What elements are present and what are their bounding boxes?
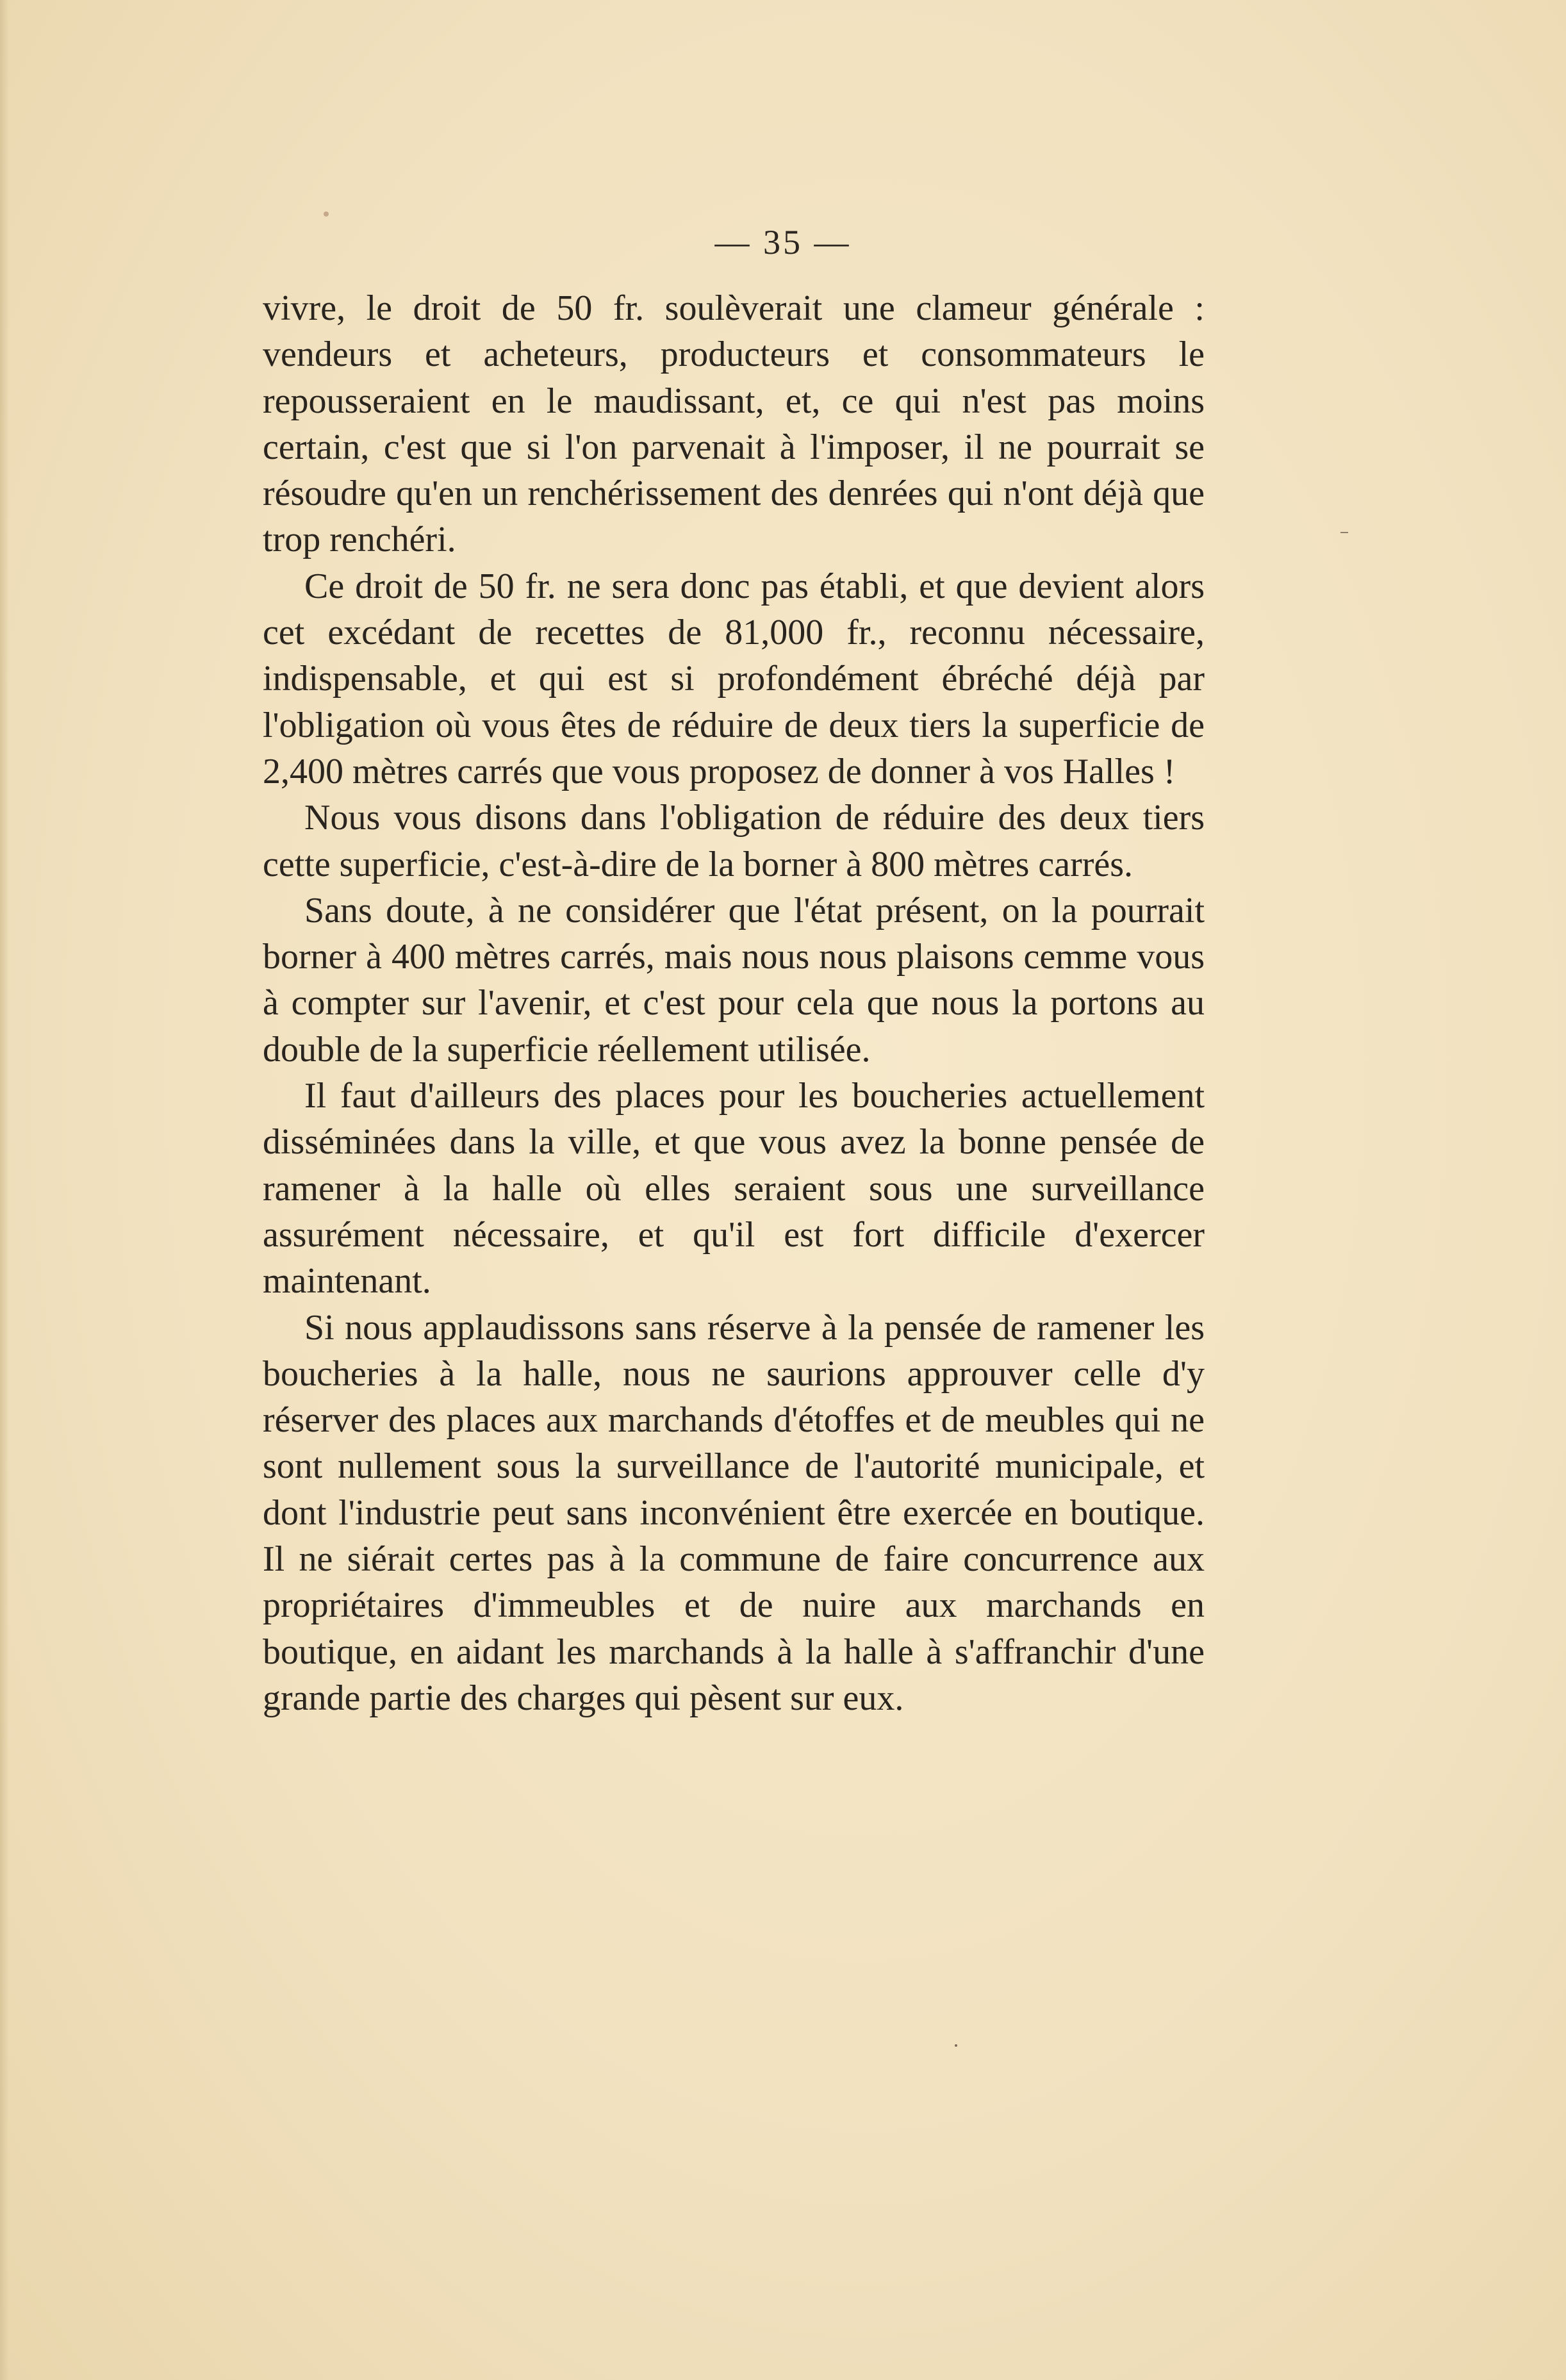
paragraph-6: Si nous applaudissons sans réserve à la pensée de ramener les boucheries à la halle, nous ne saurions approuver celle d'y réserver des places aux marchands d'étoffes et de meubles qui ne sont nullement sous la surveillance de l'autorité municipale, et dont l'industrie peut sans inconvénient être exercée en boutique. Il ne siérait certes pas à la commune de faire concurrence aux propriétaires d'immeubles et de nuire aux marchands en boutique, en aidant les marchands à la halle à s'affranchir d'une grande partie des charges qui pèsent sur eux.: [263, 1307, 1205, 1718]
body-text: [263, 285, 1205, 1721]
page-edge-shadow: [0, 0, 9, 2380]
margin-mark: [1340, 532, 1348, 533]
paragraph-5: Il faut d'ailleurs des places pour les boucheries actuellement disséminées dans la ville, et que vous avez la bonne pensée de ramener à la halle où elles seraient sous une surveillance assurément nécessaire, et qu'il est fort difficile d'exercer maintenant.: [263, 1076, 1205, 1302]
paragraph-1: vivre, le droit de 50 fr. soulèverait une clameur générale : vendeurs et acheteurs, producteurs et consommateurs le repousseraient en le maudissant, et, ce qui n'est pas moins certain, c'est que si l'on parvenait à l'imposer, il ne pourrait se résoudre qu'en un renchérissement des denrées qui n'ont déjà que trop renchéri.: [263, 288, 1205, 560]
paragraph-2: Ce droit de 50 fr. ne sera donc pas établi, et que devient alors cet excédant de recettes de 81,000 fr., reconnu nécessaire, indispensable, et qui est si profondément ébréché déjà par l'obligation où vous êtes de réduire de deux tiers la superficie de 2,400 mètres carrés que vous proposez de donner à vos Halles !: [263, 566, 1205, 791]
paragraph-4: Sans doute, à ne considérer que l'état présent, on la pourrait borner à 400 mètres carrés, mais nous nous plaisons cemme vous à compter sur l'avenir, et c'est pour cela que nous la portons au double de la superficie réellement utilisée.: [263, 890, 1205, 1070]
paragraph-3: Nous vous disons dans l'obligation de réduire des deux tiers cette superficie, c'est-à-dire de la borner à 800 mètres carrés.: [263, 798, 1205, 884]
paper-speck: [955, 2044, 957, 2047]
paper-speck: [324, 211, 329, 217]
page-number: — 35 —: [714, 223, 852, 261]
